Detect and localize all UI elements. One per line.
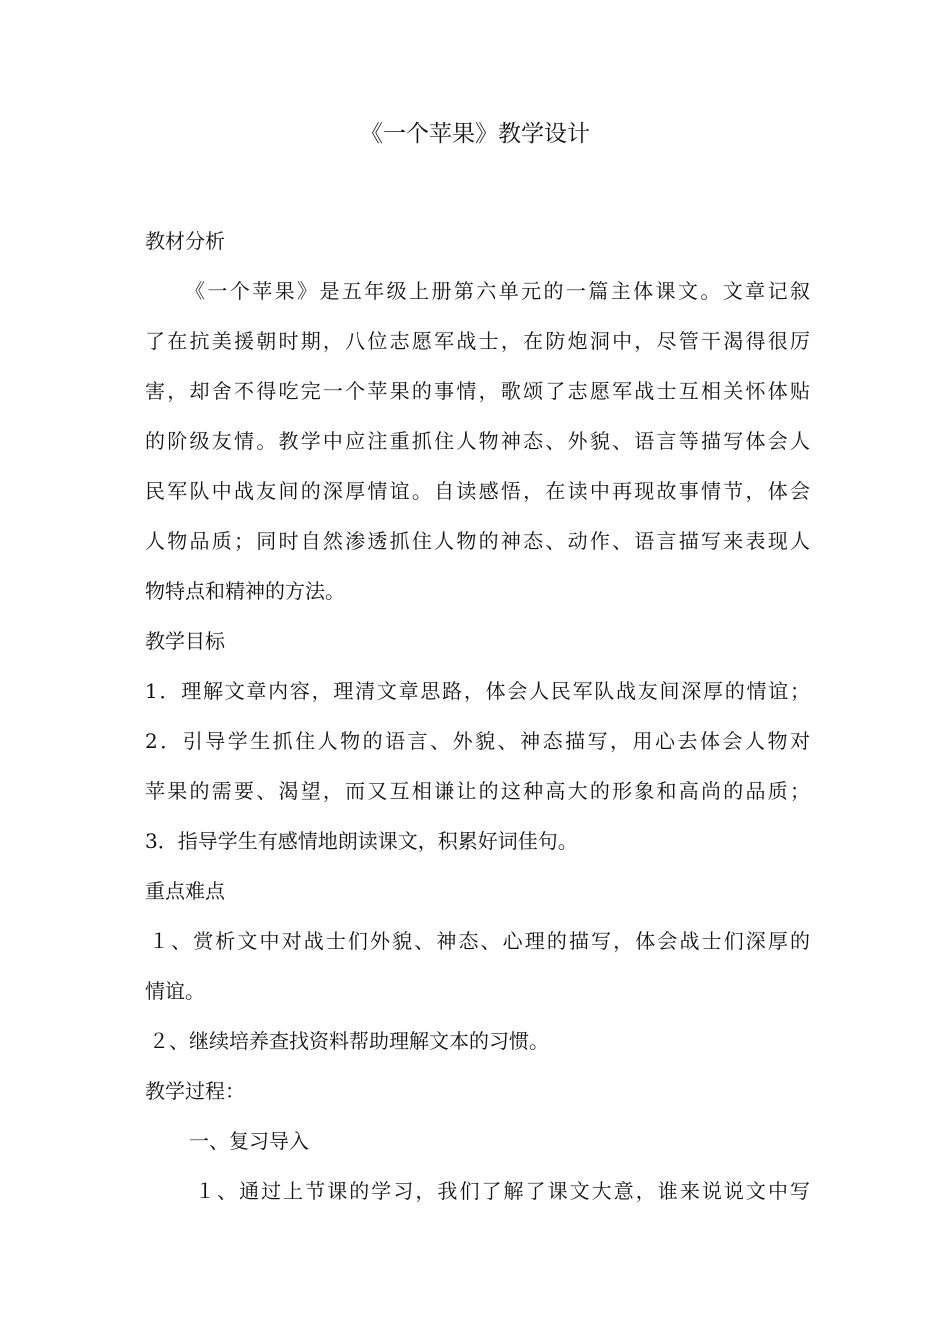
text-line: 《一个苹果》是五年级上册第六单元的一篇主体课文。文章记叙 (185, 279, 810, 303)
text-line: １、通过上节课的学习，我们了解了课文大意，谁来说说文中写 (195, 1179, 810, 1203)
text-line: ２、继续培养查找资料帮助理解文本的习惯。 (149, 1029, 549, 1053)
document-title: 《一个苹果》教学设计 (360, 121, 590, 147)
text-line: 了在抗美援朝时期，八位志愿军战士，在防炮洞中，尽管干渴得很厉 (145, 329, 810, 353)
text-line: １、赏析文中对战士们外貌、神态、心理的描写，体会战士们深厚的 (149, 929, 810, 953)
text-line: 教学过程： (145, 1079, 245, 1103)
text-line: 物特点和精神的方法。 (145, 579, 345, 603)
text-line: 苹果的需要、渴望，而又互相谦让的这种高大的形象和高尚的品质； (145, 779, 810, 803)
text-line: 教材分析 (145, 229, 225, 253)
document-body (145, 216, 810, 1216)
text-line: 2．引导学生抓住人物的语言、外貌、神态描写，用心去体会人物对 (145, 729, 810, 753)
text-line: 的阶级友情。教学中应注重抓住人物神态、外貌、语言等描写体会人 (145, 429, 810, 453)
text-line: 教学目标 (145, 629, 225, 653)
text-line: 情谊。 (145, 979, 205, 1003)
text-line: 人物品质；同时自然渗透抓住人物的神态、动作、语言描写来表现人 (145, 529, 810, 553)
text-line: 重点难点 (145, 879, 225, 903)
text-line: 一、复习导入 (189, 1129, 309, 1153)
text-line: 害，却舍不得吃完一个苹果的事情，歌颂了志愿军战士互相关怀体贴 (145, 379, 810, 403)
text-line: 1．理解文章内容，理清文章思路，体会人民军队战友间深厚的情谊； (145, 679, 810, 703)
text-line: 3．指导学生有感情地朗读课文，积累好词佳句。 (145, 829, 578, 853)
text-line: 民军队中战友间的深厚情谊。自读感悟，在读中再现故事情节，体会 (145, 479, 810, 503)
